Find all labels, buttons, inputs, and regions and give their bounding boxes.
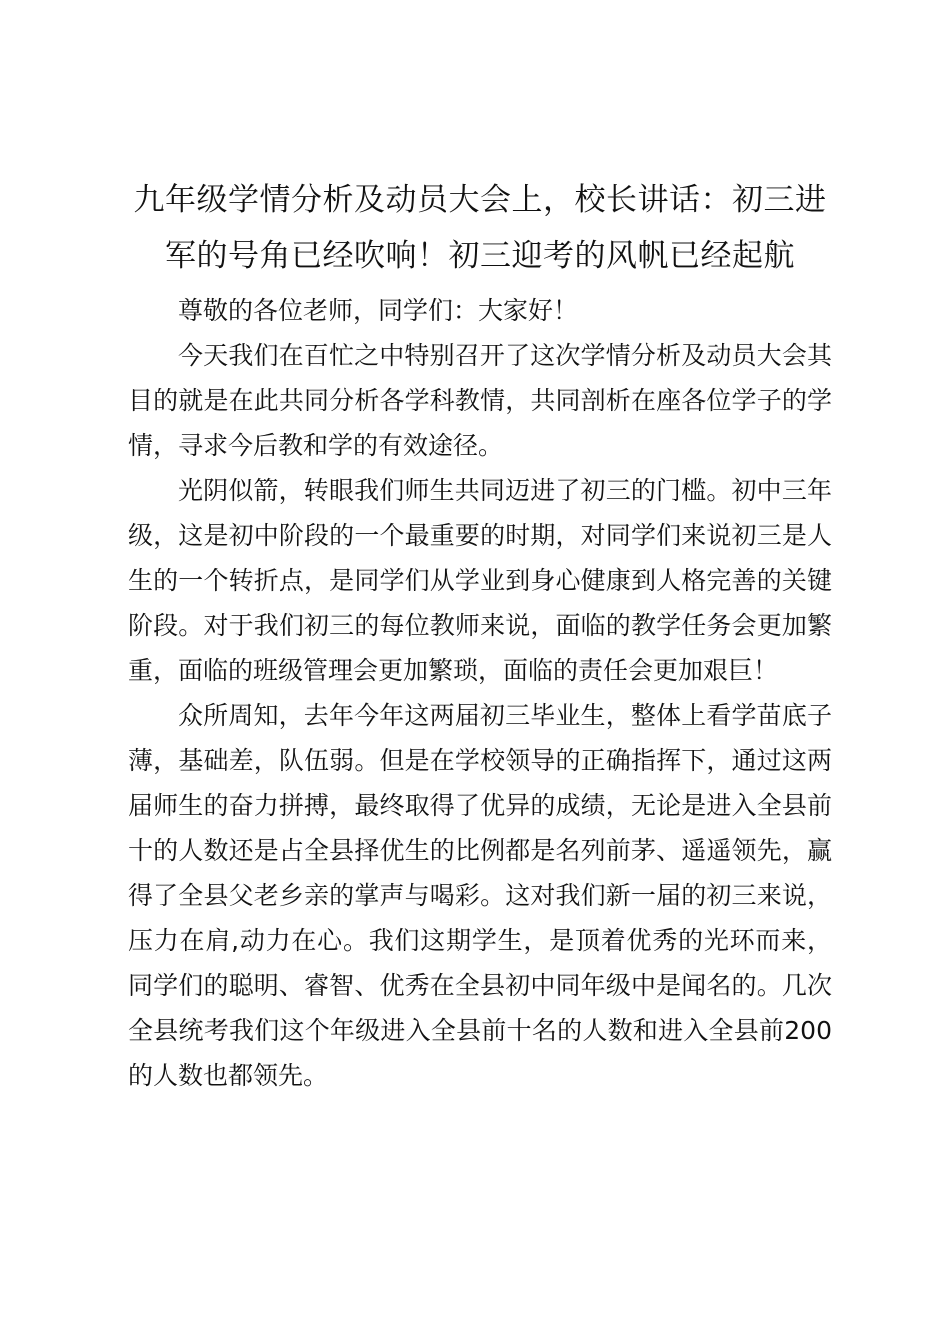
document-page bbox=[128, 172, 832, 1098]
document-body bbox=[128, 288, 832, 1098]
body-paragraph-2: 光阴似箭，转眼我们师生共同迈进了初三的门槛。初中三年级，这是初中阶段的一个最重要的时期，对同学们来说初三是人生的一个转折点，是同学们从学业到身心健康到人格完善的关键阶段。对于我们初三的每位教师来说，面临的教学任务会更加繁重，面临的班级管理会更加繁琐，面临的责任会更加艰巨！ bbox=[128, 476, 832, 685]
document-title: 九年级学情分析及动员大会上，校长讲话：初三进军的号角已经吹响！初三迎考的风帆已经起航 bbox=[133, 182, 827, 274]
body-paragraph-1: 今天我们在百忙之中特别召开了这次学情分析及动员大会其目的就是在此共同分析各学科教情，共同剖析在座各位学子的学情，寻求今后教和学的有效途径。 bbox=[128, 341, 832, 460]
greeting-paragraph: 尊敬的各位老师，同学们：大家好！ bbox=[178, 296, 579, 325]
body-paragraph-3: 众所周知，去年今年这两届初三毕业生，整体上看学苗底子薄，基础差，队伍弱。但是在学校领导的正确指挥下，通过这两届师生的奋力拼搏，最终取得了优异的成绩，无论是进入全县前十的人数还是占全县择优生的比例都是名列前茅、遥遥领先，赢得了全县父老乡亲的掌声与喝彩。这对我们新一届的初三来说，压力在肩,动力在心。我们这期学生，是顶着优秀的光环而来，同学们的聪明、睿智、优秀在全县初中同年级中是闻名的。几次全县统考我们这个年级进入全县前十名的人数和进入全县前200的人数也都领先。 bbox=[128, 701, 832, 1090]
